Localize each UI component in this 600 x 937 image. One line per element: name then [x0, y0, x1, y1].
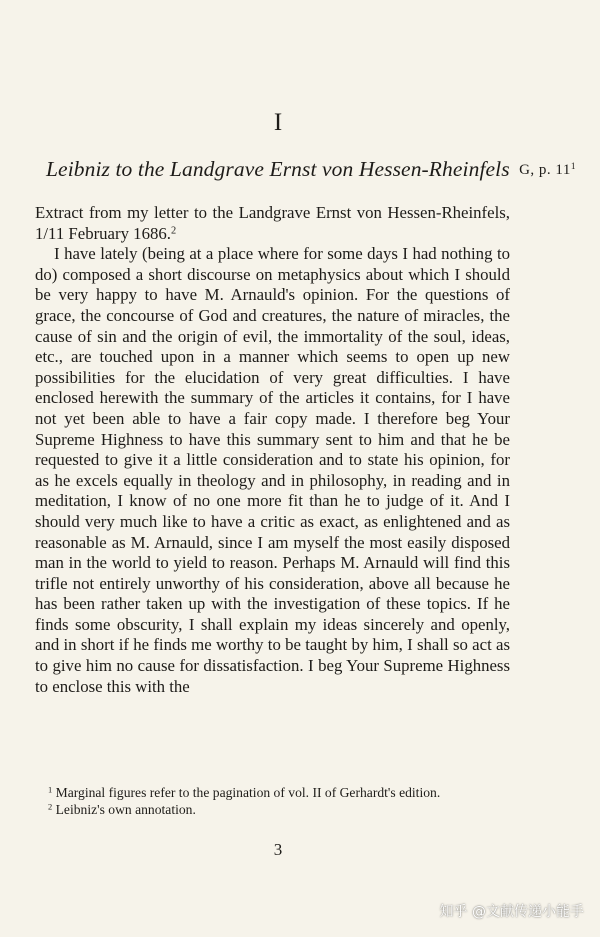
footnote-2-marker: 2 [48, 802, 53, 813]
footnote-marker-2: 2 [170, 225, 177, 237]
footnote-1-marker: 1 [48, 784, 53, 795]
footnote-marker-1: 1 [570, 162, 576, 173]
letter-heading [46, 154, 576, 186]
footnote-1-text: Marginal figures refer to the pagination of vol. II of Gerhardt's edition. [55, 785, 441, 800]
page-number: 3 [273, 840, 283, 859]
intro-paragraph [35, 203, 510, 244]
zhihu-watermark: 知乎 @文献传递小能手 [439, 904, 584, 920]
footnote-1 [35, 784, 510, 801]
footnote-2-text: Leibniz's own annotation. [55, 802, 196, 818]
main-paragraph: I have lately (being at a place where for some days I had nothing to do) composed a short discourse on metaphysics about which I should be very happy to have M. Arnauld's opinion. For the questions of grace, the concourse of God and creatures, the nature of miracles, the cause of sin and the origin of evil, the immortality of the soul, ideas, etc., are touched upon in a manner which seems to open up new possibilities for the elucidation of very great difficulties. I have enclosed herewith the summary of the articles it contains, for I have not yet been able to have a fair copy made. I therefore beg Your Supreme Highness to have this summary sent to him and that he be requested to give it a little consideration and to state his opinion, for as he excels equally in theology and in philosophy, in reading and in meditation, I know of no one more fit than he to judge of it. And I should very much like to have a critic as exact, as enlightened and as reasonable as M. Arnauld, since I am myself the most easily disposed man in the world to yield to reason. Perhaps M. Arnauld will find this trifle not entirely unworthy of his consideration, above all because he has been rather taken up with the investigation of these topics. If he finds some obscurity, I shall explain my ideas sincerely and openly, and in short if he finds me worthy to be taught by him, I shall so act as to give him no cause for dissatisfaction. I beg Your Supreme Highness to enclose this with the [35, 244, 510, 696]
gerhardt-reference-text: G, p. 11 [519, 162, 571, 178]
letter-body [35, 203, 510, 697]
intro-text: Extract from my letter to the Landgrave Ernst von Hessen-Rheinfels, 1/11 February 1686. [35, 203, 510, 243]
letter-title: Leibniz to the Landgrave Ernst von Hessen-Rheinfels [46, 157, 510, 181]
footnote-2 [35, 801, 510, 818]
gerhardt-page-reference [519, 158, 576, 182]
footnotes [35, 784, 510, 819]
chapter-numeral: I [273, 109, 283, 136]
